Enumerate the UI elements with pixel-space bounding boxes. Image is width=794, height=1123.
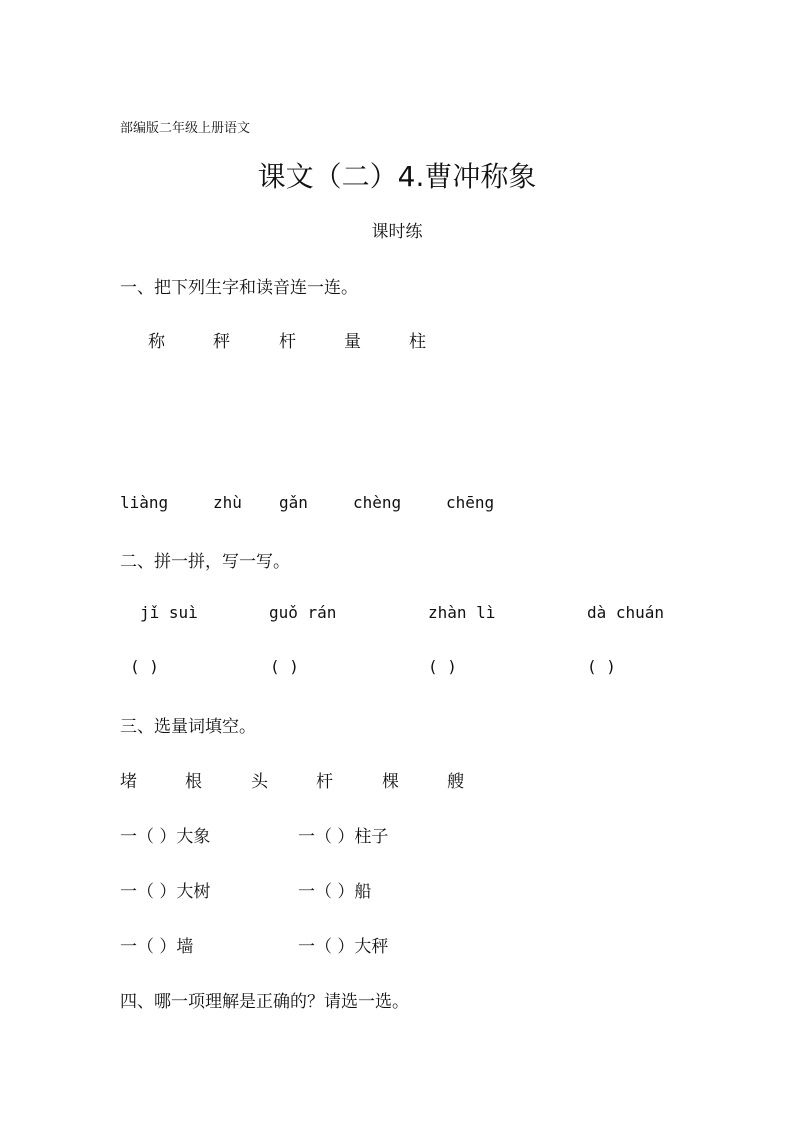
fill-item: 一（ ）柱子 <box>298 827 389 847</box>
option-item: 堵 <box>120 772 137 792</box>
answer-blank: ( ) <box>587 657 616 676</box>
pinyin-item: zhàn lì <box>428 603 496 622</box>
pinyin-item: jǐ suì <box>140 603 198 622</box>
section1-pinyin-row <box>0 493 794 517</box>
fill-item: 一（ ）大树 <box>120 882 211 902</box>
answer-blank: ( ) <box>270 657 299 676</box>
section3-options-row <box>0 767 794 791</box>
page-title: 课文（二）4.曹冲称象 <box>257 160 537 193</box>
option-item: 根 <box>185 772 202 792</box>
pinyin-item: guǒ rán <box>269 603 337 622</box>
fill-item: 一（ ）大象 <box>120 827 211 847</box>
section4-heading: 四、哪一项理解是正确的？请选一选。 <box>120 992 409 1012</box>
pinyin-item: liàng <box>120 493 169 512</box>
pinyin-item: chēng <box>446 493 495 512</box>
fill-item: 一（ ）大秤 <box>298 937 389 957</box>
option-item: 棵 <box>382 772 399 792</box>
option-item: 头 <box>251 772 268 792</box>
section2-heading: 二、拼一拼，写一写。 <box>120 552 290 572</box>
option-item: 杆 <box>316 772 333 792</box>
section1-heading: 一、把下列生字和读音连一连。 <box>120 278 358 298</box>
header-note: 部编版二年级上册语文 <box>120 121 251 136</box>
fill-item-row <box>0 877 794 901</box>
pinyin-item: zhù <box>213 493 242 512</box>
character-item: 量 <box>344 332 361 352</box>
pinyin-item: gǎn <box>279 493 308 512</box>
character-item: 秤 <box>213 332 230 352</box>
character-item: 柱 <box>409 332 426 352</box>
fill-item-row <box>0 932 794 956</box>
section2-pinyin-row <box>0 603 794 627</box>
character-item: 杆 <box>279 332 296 352</box>
pinyin-item: dà chuán <box>587 603 665 622</box>
fill-item: 一（ ）船 <box>298 882 372 902</box>
fill-item: 一（ ）墙 <box>120 937 194 957</box>
section2-blanks-row <box>0 657 794 681</box>
page-subtitle: 课时练 <box>371 222 423 242</box>
section3-heading: 三、选量词填空。 <box>120 717 256 737</box>
pinyin-item: chèng <box>353 493 402 512</box>
answer-blank: ( ) <box>130 657 159 676</box>
answer-blank: ( ) <box>428 657 457 676</box>
character-item: 称 <box>148 332 165 352</box>
fill-item-row <box>0 822 794 846</box>
section1-characters-row <box>0 327 794 351</box>
option-item: 艘 <box>447 772 464 792</box>
